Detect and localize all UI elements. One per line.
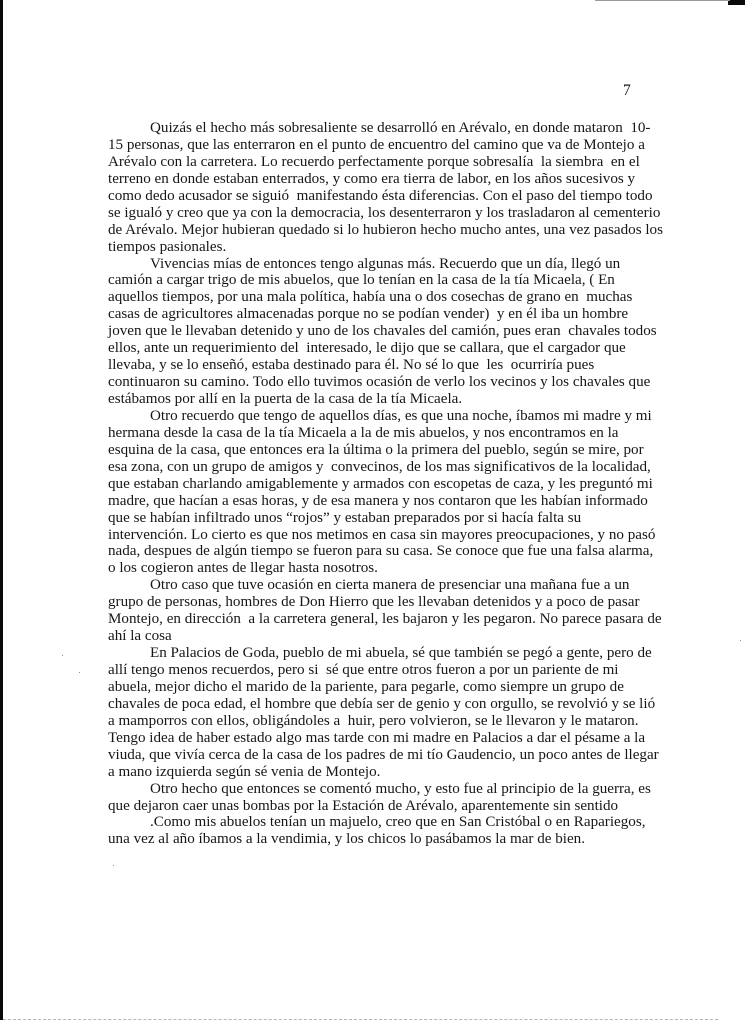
- page-number: 7: [623, 82, 631, 99]
- text-line: tiempos pasionales.: [108, 238, 227, 255]
- document-body: [108, 120, 663, 848]
- text-line: Arévalo con la carretera. Lo recuerdo perfectamente porque sobresalía la siembra en el: [108, 153, 640, 170]
- text-line: allí tengo menos recuerdos, pero si sé que entre otros fueron a por un pariente de mi: [108, 662, 619, 678]
- text-line: En Palacios de Goda, pueblo de mi abuela, sé que también se pegó a gente, pero de: [150, 645, 652, 662]
- paragraph: [108, 814, 653, 848]
- text-line: grupo de personas, hombres de Don Hierro que les llevaban detenidos y a poco de pasar: [108, 594, 640, 611]
- scan-speck: [62, 655, 63, 656]
- text-line: aquellos tiempos, por una mala política, había una o dos cosechas de grano en muchas: [108, 289, 633, 306]
- text-line: que se habían infiltrado unos “rojos” y estaban preparados por si hacía falta su: [108, 509, 582, 526]
- text-line: Vivencias mías de entonces tengo algunas más. Recuerdo que un día, llegó un: [150, 255, 621, 272]
- text-line: esquina de la casa, que entonces era la última o la primera del pueblo, según se mire, por: [108, 441, 644, 458]
- text-line: nada, despues de algún tiempo se fueron para su casa. Se conoce que fue una falsa alarma,: [108, 543, 654, 560]
- text-line: casas de agricultores almacenadas porque no se podían vender) y en él iba un hombre: [108, 306, 629, 323]
- text-line: .Como mis abuelos tenían un majuelo, creo que en San Cristóbal o en Rapariegos,: [150, 814, 646, 831]
- scan-speck: [740, 640, 741, 641]
- text-line: ellos, ante un requerimiento del interesado, le dijo que se callara, que el cargador que: [108, 340, 626, 357]
- text-line: Montejo, en dirección a la carretera general, les bajaron y les pegaron. No parece pasara de: [108, 611, 662, 628]
- text-line: ahí la cosa: [108, 628, 172, 645]
- text-line: a mano izquierda según sé venia de Montejo.: [108, 763, 381, 780]
- text-line: que estaban charlando amigablemente y armados con escopetas de caza, y les preguntó mi: [108, 475, 653, 492]
- paragraph: [108, 577, 662, 645]
- text-line: joven que le llevaban detenido y uno de los chavales del camión, pues eran chavales todos: [108, 323, 657, 340]
- scan-bottom-line: [3, 1019, 718, 1021]
- text-line: llevaba, y se lo enseñó, estaba destinado para él. No sé lo que les ocurriría pues: [108, 357, 595, 374]
- text-line: madre, que hacían a esas horas, y de esa manera y nos contaron que les habían informado: [108, 492, 648, 509]
- paragraph: [108, 645, 659, 781]
- text-line: Otro hecho que entonces se comentó mucho, y esto fue al principio de la guerra, es: [150, 780, 651, 797]
- text-line: terreno en donde estaban enterrados, y como era tierra de labor, en los años sucesivos y: [108, 170, 636, 187]
- text-line: continuaron su camino. Todo ello tuvimos ocasión de verlo los vecinos y los chavales que: [108, 374, 651, 391]
- scan-top-line: [595, 0, 730, 1]
- paragraph: [108, 255, 657, 408]
- text-line: camión a cargar trigo de mis abuelos, que lo tenían en la casa de la tía Micaela, ( En: [108, 272, 615, 289]
- paragraph: [108, 407, 656, 577]
- scan-corner-mark: [728, 0, 745, 5]
- text-line: como dedo acusador se siguió manifestando ésta diferencias. Con el paso del tiempo todo: [108, 187, 653, 204]
- text-line: viuda, que vivía cerca de la casa de los padres de mi tío Gaudencio, un poco antes de llegar: [108, 746, 659, 763]
- text-line: estábamos por allí en la puerta de la casa de la tía Micaela.: [108, 391, 463, 407]
- text-line: Otro caso que tuve ocasión en cierta manera de presenciar una mañana fue a un: [150, 577, 630, 594]
- text-line: hermana desde la casa de la tía Micaela a la de mis abuelos, y nos encontramos en la: [108, 424, 619, 441]
- paragraph: [108, 781, 653, 815]
- text-line: Tengo idea de haber estado algo mas tarde con mi madre en Palacios a dar el pésame a la: [108, 729, 646, 746]
- text-line: esa zona, con un grupo de amigos y convecinos, de los mas significativos de la localidad,: [108, 458, 651, 475]
- text-line: que dejaron caer unas bombas por la Estación de Arévalo, aparentemente sin sentido: [108, 797, 619, 814]
- text-line: se igualó y creo que ya con la democracia, los desenterraron y los trasladaron al cementerio: [108, 204, 661, 221]
- text-line: Quizás el hecho más sobresaliente se desarrolló en Arévalo, en donde mataron 10-: [150, 120, 651, 136]
- text-line: abuela, mejor dicho el marido de la pariente, para pegarle, como siempre un grupo de: [108, 678, 624, 695]
- text-line: Otro recuerdo que tengo de aquellos días, es que una noche, íbamos mi madre y mi: [150, 407, 652, 424]
- scan-edge-left: [0, 0, 3, 1020]
- scan-speck: [113, 865, 114, 866]
- text-line: o los cogieron antes de llegar hasta nosotros.: [108, 560, 378, 577]
- text-line: una vez al año íbamos a la vendimia, y los chicos lo pasábamos la mar de bien.: [108, 831, 585, 848]
- text-line: de Arévalo. Mejor hubieran quedado si lo hubieron hecho mucho antes, una vez pasados los: [108, 221, 663, 238]
- text-line: intervención. Lo cierto es que nos metimos en casa sin mayores preocupaciones, y no pasó: [108, 526, 656, 543]
- paragraph: [108, 120, 663, 256]
- scan-speck: [79, 672, 80, 673]
- text-line: a mamporros con ellos, obligándoles a huir, pero volvieron, se le llevaron y le mataron.: [108, 712, 639, 729]
- text-line: chavales de poca edad, el hombre que debía ser de genio y con orgullo, se revolvió y se lió: [108, 695, 656, 712]
- text-line: 15 personas, que las enterraron en el punto de encuentro del camino que va de Montejo a: [108, 136, 645, 153]
